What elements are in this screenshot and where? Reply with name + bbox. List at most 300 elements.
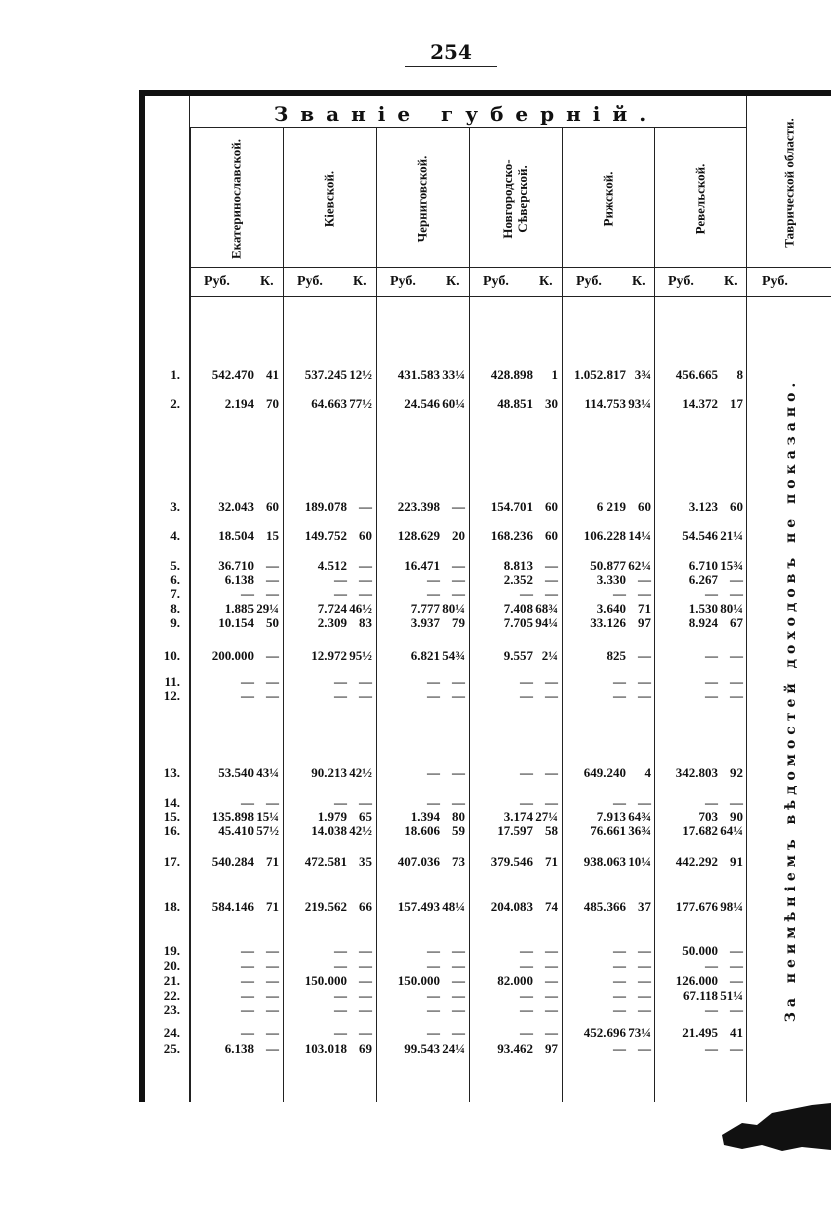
cell-rubles: — [241,688,254,703]
cell-kopecks: — [266,958,279,973]
cell-rubles: — [334,688,347,703]
column-header-label: Черниговской. [414,155,430,243]
row-number: 25. [163,1041,180,1056]
cell-rubles: — [334,572,347,587]
ink-blot-mark [712,1095,831,1155]
cell-rubles: — [520,688,533,703]
cell-kopecks: — [730,674,743,689]
unit-rub-label: Руб. [204,274,230,289]
cell-kopecks: 71 [266,854,279,869]
cell-kopecks: — [545,795,558,810]
row-number: 22. [163,988,180,1003]
row-number: 2. [170,396,180,411]
cell-rubles: 18.606 [404,823,440,838]
cell-kopecks: 24¼ [442,1041,465,1056]
cell-kopecks: 36¾ [628,823,651,838]
cell-rubles: 8.813 [503,558,533,573]
cell-rubles: — [241,943,254,958]
cell-rubles: 177.676 [675,899,718,914]
cell-rubles: 456.665 [675,367,718,382]
cell-rubles: — [427,674,440,689]
row-number: 23. [163,1002,180,1017]
cell-rubles: 128.629 [397,528,440,543]
cell-kopecks: 20 [452,528,465,543]
unit-rub-label: Руб. [576,274,602,289]
cell-rubles: — [613,1041,626,1056]
cell-kopecks: — [545,943,558,958]
cell-rubles: — [613,688,626,703]
row-number: 5. [170,558,180,573]
cell-kopecks: 3¾ [634,367,651,382]
cell-rubles: 126.000 [675,973,718,988]
cell-rubles: — [520,674,533,689]
cell-rubles: — [705,688,718,703]
page-number: 254 [430,40,472,64]
cell-rubles: — [427,943,440,958]
cell-rubles: 16.471 [404,558,440,573]
cell-rubles: 9.557 [503,648,533,663]
cell-rubles: 442.292 [675,854,718,869]
cell-rubles: 584.146 [211,899,254,914]
cell-rubles: 189.078 [304,499,347,514]
cell-rubles: 825 [606,648,626,663]
cell-kopecks: — [638,674,651,689]
cell-rubles: — [520,795,533,810]
cell-kopecks: — [730,586,743,601]
cell-kopecks: 80¼ [442,601,465,616]
cell-rubles: 407.036 [397,854,440,869]
unit-kop-label: К. [539,274,553,289]
cell-kopecks: — [545,958,558,973]
cell-rubles: — [520,1025,533,1040]
cell-kopecks: 60 [730,499,743,514]
cell-kopecks: 65 [359,809,372,824]
cell-kopecks: — [452,973,465,988]
cell-rubles: 53.540 [218,765,254,780]
cell-rubles: — [241,586,254,601]
cell-kopecks: — [452,943,465,958]
cell-rubles: — [241,958,254,973]
cell-kopecks: 27¼ [535,809,558,824]
cell-kopecks: 33¼ [442,367,465,382]
cell-rubles: 17.682 [682,823,718,838]
cell-kopecks: — [266,795,279,810]
cell-rubles: 431.583 [397,367,440,382]
column-header [376,132,468,266]
cell-rubles: 8.924 [688,615,718,630]
side-note [776,377,806,1023]
cell-rubles: 200.000 [211,648,254,663]
cell-kopecks: 41 [730,1025,743,1040]
cell-rubles: 3.174 [503,809,533,824]
column-header-label: Кіевской. [321,170,337,228]
cell-kopecks: 80¼ [720,601,743,616]
cell-rubles: 4.512 [317,558,347,573]
column-header-label: Екатеринославской. [228,138,244,260]
cell-rubles: 90.213 [311,765,347,780]
cell-kopecks: 1 [551,367,558,382]
cell-rubles: — [427,586,440,601]
cell-kopecks: — [638,1041,651,1056]
cell-kopecks: — [359,572,372,587]
cell-rubles: — [613,943,626,958]
unit-rub-label: Руб. [762,274,788,289]
cell-rubles: — [613,674,626,689]
row-number: 11. [164,674,180,689]
row-number: 3. [170,499,180,514]
cell-kopecks: 17 [730,396,743,411]
cell-kopecks: 69 [359,1041,372,1056]
cell-kopecks: — [730,1041,743,1056]
cell-rubles: 76.661 [590,823,626,838]
header-rule [190,296,831,297]
cell-rubles: 223.398 [397,499,440,514]
row-number: 6. [170,572,180,587]
cell-kopecks: — [545,765,558,780]
cell-rubles: 54.546 [682,528,718,543]
cell-kopecks: 70 [266,396,279,411]
row-number: 12. [163,688,180,703]
cell-rubles: — [520,1002,533,1017]
cell-rubles: 342.803 [675,765,718,780]
cell-kopecks: 29¼ [256,601,279,616]
cell-kopecks: — [452,558,465,573]
row-number: 18. [163,899,180,914]
cell-kopecks: 67 [730,615,743,630]
cell-kopecks: — [730,688,743,703]
cell-kopecks: 50 [266,615,279,630]
cell-kopecks: — [638,973,651,988]
cell-rubles: 17.597 [497,823,533,838]
cell-kopecks: — [359,586,372,601]
cell-kopecks: — [638,943,651,958]
cell-kopecks: — [359,674,372,689]
cell-rubles: 10.154 [218,615,254,630]
column-header-label: Ревельской. [692,163,708,235]
cell-kopecks: 95½ [349,648,372,663]
cell-kopecks: 59 [452,823,465,838]
cell-rubles: 3.937 [410,615,440,630]
row-number: 10. [163,648,180,663]
cell-kopecks: 93¼ [628,396,651,411]
cell-kopecks: — [452,499,465,514]
cell-rubles: 1.052.817 [574,367,626,382]
cell-kopecks: — [452,1025,465,1040]
cell-kopecks: 57½ [256,823,279,838]
cell-rubles: 168.236 [490,528,533,543]
cell-kopecks: — [359,688,372,703]
cell-kopecks: 43¼ [256,765,279,780]
cell-kopecks: — [452,572,465,587]
unit-rub-label: Руб. [483,274,509,289]
cell-rubles: 33.126 [590,615,626,630]
column-header-taurida [746,100,831,266]
cell-rubles: 3.330 [596,572,626,587]
cell-rubles: 135.898 [211,809,254,824]
cell-rubles: — [705,586,718,601]
cell-kopecks: 15¼ [256,809,279,824]
cell-kopecks: 37 [638,899,651,914]
column-header [283,132,375,266]
cell-kopecks: — [545,586,558,601]
cell-rubles: — [241,1002,254,1017]
row-number: 20. [163,958,180,973]
cell-kopecks: — [545,688,558,703]
cell-rubles: 1.530 [688,601,718,616]
cell-rubles: — [520,765,533,780]
unit-rub-label: Руб. [390,274,416,289]
cell-kopecks: — [359,943,372,958]
cell-kopecks: — [545,674,558,689]
cell-kopecks: 97 [638,615,651,630]
cell-rubles: 540.284 [211,854,254,869]
cell-rubles: 6.710 [688,558,718,573]
cell-kopecks: 8 [736,367,743,382]
cell-rubles: 649.240 [583,765,626,780]
cell-kopecks: 91 [730,854,743,869]
cell-rubles: — [427,958,440,973]
cell-kopecks: 77½ [349,396,372,411]
cell-kopecks: 60 [545,528,558,543]
cell-rubles: 14.372 [682,396,718,411]
unit-kop-label: К. [353,274,367,289]
cell-rubles: — [334,795,347,810]
cell-rubles: 537.245 [304,367,347,382]
cell-kopecks: 97 [545,1041,558,1056]
cell-kopecks: — [638,958,651,973]
cell-kopecks: 80 [452,809,465,824]
row-number: 16. [163,823,180,838]
cell-rubles: — [705,1041,718,1056]
cell-kopecks: 60 [545,499,558,514]
cell-kopecks: 60 [359,528,372,543]
column-header-label: Рижской. [600,171,616,227]
cell-kopecks: 74 [545,899,558,914]
cell-kopecks: 71 [638,601,651,616]
cell-kopecks: — [638,648,651,663]
cell-rubles: — [334,1002,347,1017]
column-header [562,132,654,266]
cell-kopecks: — [730,1002,743,1017]
cell-kopecks: — [545,572,558,587]
unit-kop-label: К. [260,274,274,289]
cell-rubles: — [427,1002,440,1017]
cell-kopecks: 71 [266,899,279,914]
page-number-rule [405,66,497,67]
cell-rubles: 379.546 [490,854,533,869]
cell-rubles: — [520,958,533,973]
cell-rubles: 472.581 [304,854,347,869]
cell-rubles: 82.000 [497,973,533,988]
cell-rubles: 6.138 [224,572,254,587]
cell-kopecks: — [359,499,372,514]
cell-kopecks: 73¼ [628,1025,651,1040]
cell-kopecks: 14¼ [628,528,651,543]
cell-kopecks: 79 [452,615,465,630]
cell-rubles: — [520,586,533,601]
cell-rubles: — [427,572,440,587]
cell-kopecks: — [266,1025,279,1040]
column-header [654,132,746,266]
cell-rubles: 45.410 [218,823,254,838]
cell-kopecks: — [638,586,651,601]
cell-rubles: — [520,943,533,958]
cell-rubles: — [613,795,626,810]
cell-kopecks: — [359,1025,372,1040]
cell-kopecks: — [266,1002,279,1017]
cell-kopecks: 46½ [349,601,372,616]
cell-rubles: — [427,1025,440,1040]
cell-rubles: 428.898 [490,367,533,382]
cell-kopecks: — [638,988,651,1003]
cell-rubles: 32.043 [218,499,254,514]
cell-kopecks: 92 [730,765,743,780]
cell-rubles: 6.138 [224,1041,254,1056]
cell-rubles: 542.470 [211,367,254,382]
cell-rubles: — [705,958,718,973]
cell-rubles: 36.710 [218,558,254,573]
cell-rubles: — [427,795,440,810]
row-number: 8. [170,601,180,616]
cell-kopecks: — [452,1002,465,1017]
cell-kopecks: 54¾ [442,648,465,663]
row-number: 13. [163,765,180,780]
cell-rubles: — [613,973,626,988]
cell-rubles: 703 [698,809,718,824]
cell-rubles: 150.000 [304,973,347,988]
cell-rubles: — [241,973,254,988]
cell-kopecks: — [730,648,743,663]
cell-kopecks: — [359,1002,372,1017]
cell-kopecks: — [730,943,743,958]
table-top-border [139,90,831,96]
cell-kopecks: 98¼ [720,899,743,914]
cell-kopecks: 94¼ [535,615,558,630]
cell-kopecks: 35 [359,854,372,869]
cell-kopecks: 15¾ [720,558,743,573]
cell-rubles: 7.724 [317,601,347,616]
cell-rubles: — [427,988,440,1003]
cell-kopecks: — [266,572,279,587]
cell-kopecks: — [545,1002,558,1017]
cell-kopecks: 4 [644,765,651,780]
cell-kopecks: 41 [266,367,279,382]
cell-kopecks: — [730,795,743,810]
cell-kopecks: 60 [266,499,279,514]
cell-rubles: — [613,1002,626,1017]
column-header [190,132,282,266]
cell-rubles: 204.083 [490,899,533,914]
cell-rubles: — [613,958,626,973]
cell-kopecks: 42½ [349,823,372,838]
cell-rubles: 106.228 [583,528,626,543]
cell-rubles: 154.701 [490,499,533,514]
cell-rubles: — [334,1025,347,1040]
cell-kopecks: — [730,958,743,973]
cell-kopecks: 62¼ [628,558,651,573]
cell-rubles: 6 219 [596,499,626,514]
cell-kopecks: — [452,765,465,780]
cell-rubles: — [334,958,347,973]
cell-rubles: 24.546 [404,396,440,411]
unit-rub-label: Руб. [297,274,323,289]
cell-kopecks: 51¼ [720,988,743,1003]
cell-rubles: — [334,586,347,601]
cell-rubles: 150.000 [397,973,440,988]
cell-kopecks: — [452,988,465,1003]
cell-kopecks: — [266,558,279,573]
cell-rubles: 7.913 [596,809,626,824]
cell-kopecks: — [545,988,558,1003]
cell-rubles: — [427,765,440,780]
cell-kopecks: 83 [359,615,372,630]
cell-rubles: 149.752 [304,528,347,543]
cell-rubles: 7.408 [503,601,533,616]
cell-rubles: — [427,688,440,703]
row-number: 9. [170,615,180,630]
cell-kopecks: — [545,558,558,573]
table-title: Званіе губерній. [273,102,659,126]
cell-rubles: 99.543 [404,1041,440,1056]
cell-kopecks: 15 [266,528,279,543]
cell-rubles: 219.562 [304,899,347,914]
row-number: 17. [163,854,180,869]
cell-rubles: — [334,988,347,1003]
header-rule [190,267,831,268]
cell-kopecks: — [638,1002,651,1017]
cell-kopecks: — [452,586,465,601]
cell-rubles: 2.194 [224,396,254,411]
cell-kopecks: — [730,973,743,988]
row-number: 24. [163,1025,180,1040]
cell-kopecks: — [266,648,279,663]
row-number: 14. [163,795,180,810]
column-header-label: Новгородско- Сѣверской. [500,159,530,239]
cell-kopecks: 73 [452,854,465,869]
cell-rubles: — [241,795,254,810]
cell-kopecks: 64¾ [628,809,651,824]
cell-kopecks: — [359,558,372,573]
cell-kopecks: — [545,973,558,988]
cell-rubles: 2.352 [503,572,533,587]
cell-rubles: 7.705 [503,615,533,630]
cell-kopecks: 2¼ [541,648,558,663]
cell-kopecks: — [638,795,651,810]
cell-rubles: 3.640 [596,601,626,616]
cell-rubles: 3.123 [688,499,718,514]
cell-kopecks: 30 [545,396,558,411]
cell-kopecks: — [638,572,651,587]
cell-rubles: 67.118 [682,988,718,1003]
cell-rubles: — [705,648,718,663]
cell-kopecks: — [452,674,465,689]
cell-kopecks: — [359,973,372,988]
cell-kopecks: — [359,795,372,810]
row-number: 15. [163,809,180,824]
cell-kopecks: — [545,1025,558,1040]
row-number: 21. [163,973,180,988]
cell-kopecks: 90 [730,809,743,824]
cell-rubles: 50.877 [590,558,626,573]
cell-kopecks: — [266,943,279,958]
cell-kopecks: — [359,988,372,1003]
cell-rubles: 93.462 [497,1041,533,1056]
cell-rubles: — [241,988,254,1003]
cell-rubles: 7.777 [410,601,440,616]
cell-rubles: 103.018 [304,1041,347,1056]
unit-kop-label: К. [724,274,738,289]
cell-kopecks: — [266,973,279,988]
